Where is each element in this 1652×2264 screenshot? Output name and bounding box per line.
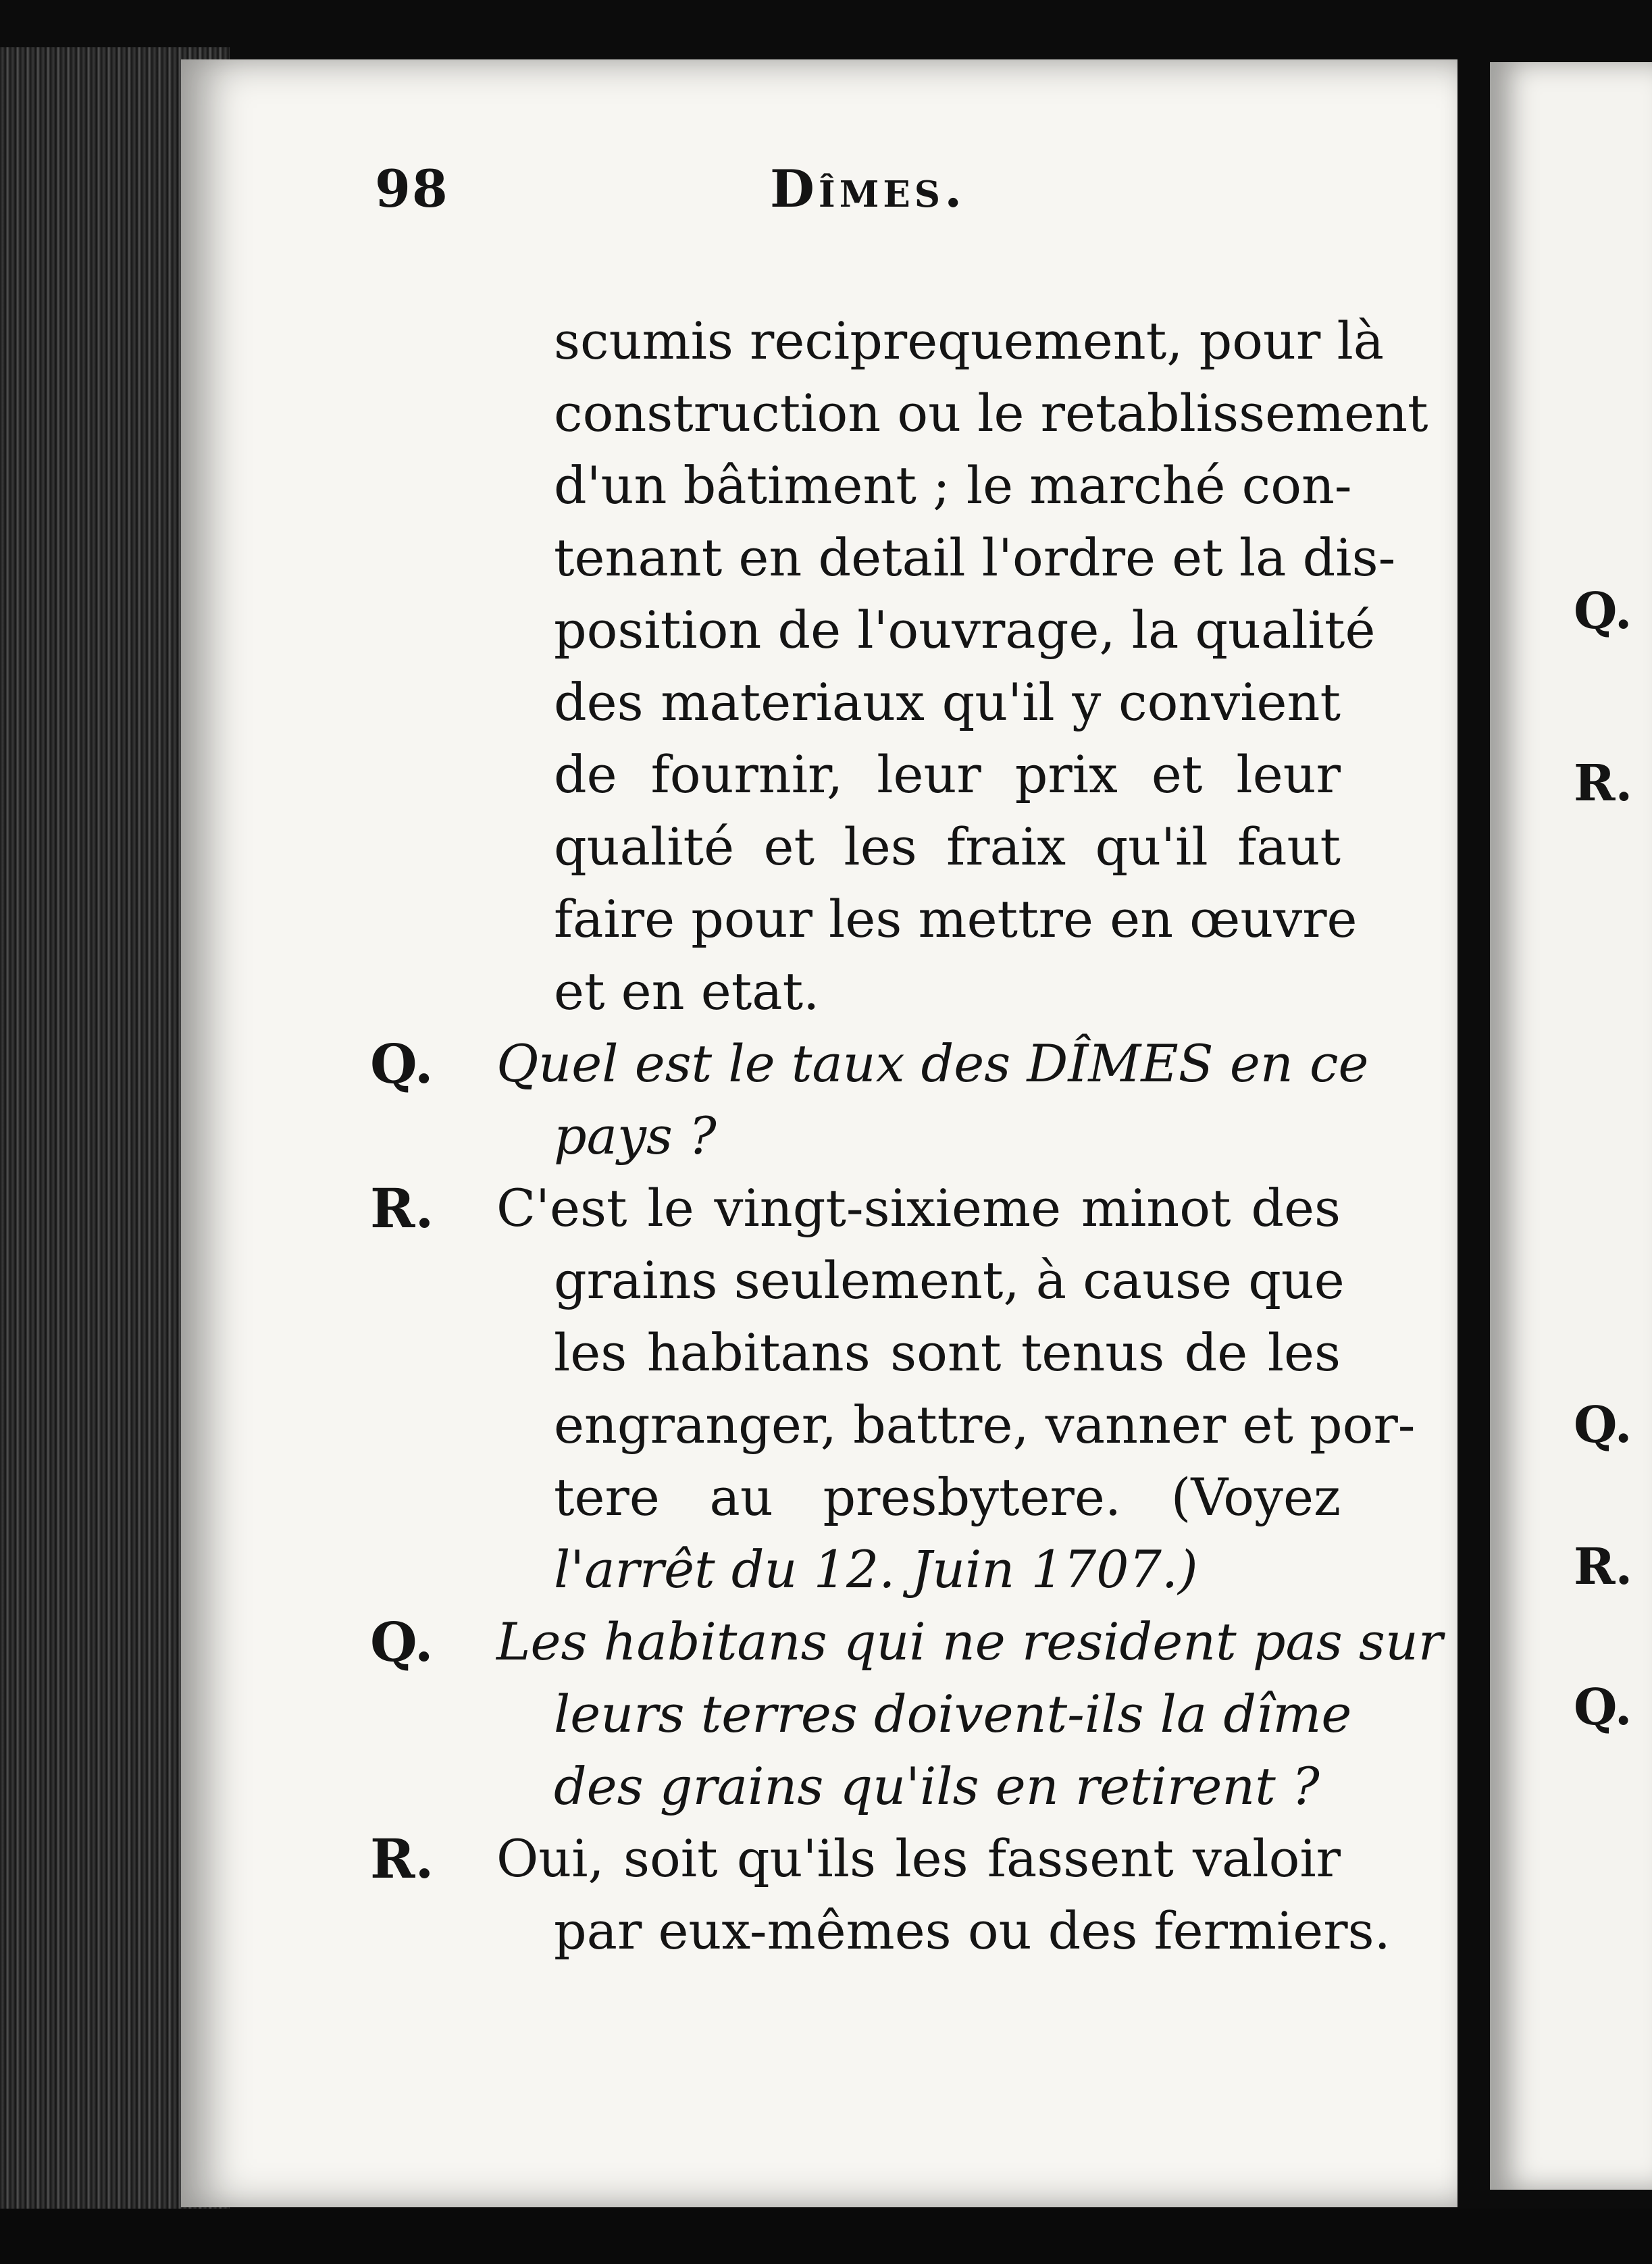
- answer-line: Oui, soit qu'ils les fassent valoir: [496, 1828, 1341, 1888]
- facing-page-edge: [1490, 62, 1652, 2190]
- question-line: des grains qu'ils en retirent ?: [554, 1756, 1320, 1816]
- answer-line: les habitans sont tenus de les: [554, 1322, 1341, 1383]
- answer-line: l'arrêt du 12. Juin 1707.): [554, 1539, 1198, 1599]
- running-head: Dîmes.: [770, 159, 966, 219]
- question-line: leurs terres doivent-ils la dîme: [554, 1684, 1352, 1744]
- facing-page-marker: Q.: [1574, 1678, 1632, 1736]
- answer-line: par eux-mêmes ou des fermiers.: [554, 1901, 1391, 1961]
- text-line: tenant en detail l'ordre et la dis-: [554, 528, 1396, 588]
- text-line: et en etat.: [554, 961, 820, 1021]
- text-line: construction ou le retablissement: [554, 383, 1428, 443]
- text-line: d'un bâtiment ; le marché con-: [554, 455, 1352, 515]
- text-line: faire pour les mettre en œuvre: [554, 889, 1358, 949]
- answer-marker: R.: [370, 1827, 434, 1890]
- question-line: Quel est le taux des DÎMES en ce: [496, 1033, 1369, 1094]
- question-line: pays ?: [554, 1106, 717, 1166]
- answer-line: grains seulement, à cause que: [554, 1250, 1345, 1310]
- page-number: 98: [375, 159, 449, 219]
- facing-page-marker: R.: [1574, 754, 1633, 813]
- text-line: qualité et les fraix qu'il faut: [554, 817, 1341, 877]
- question-marker: Q.: [370, 1610, 434, 1674]
- answer-line: C'est le vingt-sixieme minot des: [496, 1178, 1341, 1238]
- text-line: scumis reciprequement, pour là: [554, 311, 1385, 371]
- facing-page-marker: Q.: [1574, 582, 1632, 640]
- scan-border: [0, 2209, 1652, 2264]
- answer-line: tere au presbytere. (Voyez: [554, 1467, 1341, 1527]
- text-line: des materiaux qu'il y convient: [554, 672, 1341, 732]
- answer-line: engranger, battre, vanner et por-: [554, 1395, 1416, 1455]
- answer-marker: R.: [370, 1177, 434, 1240]
- text-line: position de l'ouvrage, la qualité: [554, 600, 1376, 660]
- facing-page-marker: R.: [1574, 1538, 1633, 1596]
- question-marker: Q.: [370, 1032, 434, 1096]
- facing-page-marker: Q.: [1574, 1396, 1632, 1454]
- text-line: de fournir, leur prix et leur: [554, 744, 1341, 804]
- question-line: Les habitans qui ne resident pas sur: [496, 1612, 1443, 1672]
